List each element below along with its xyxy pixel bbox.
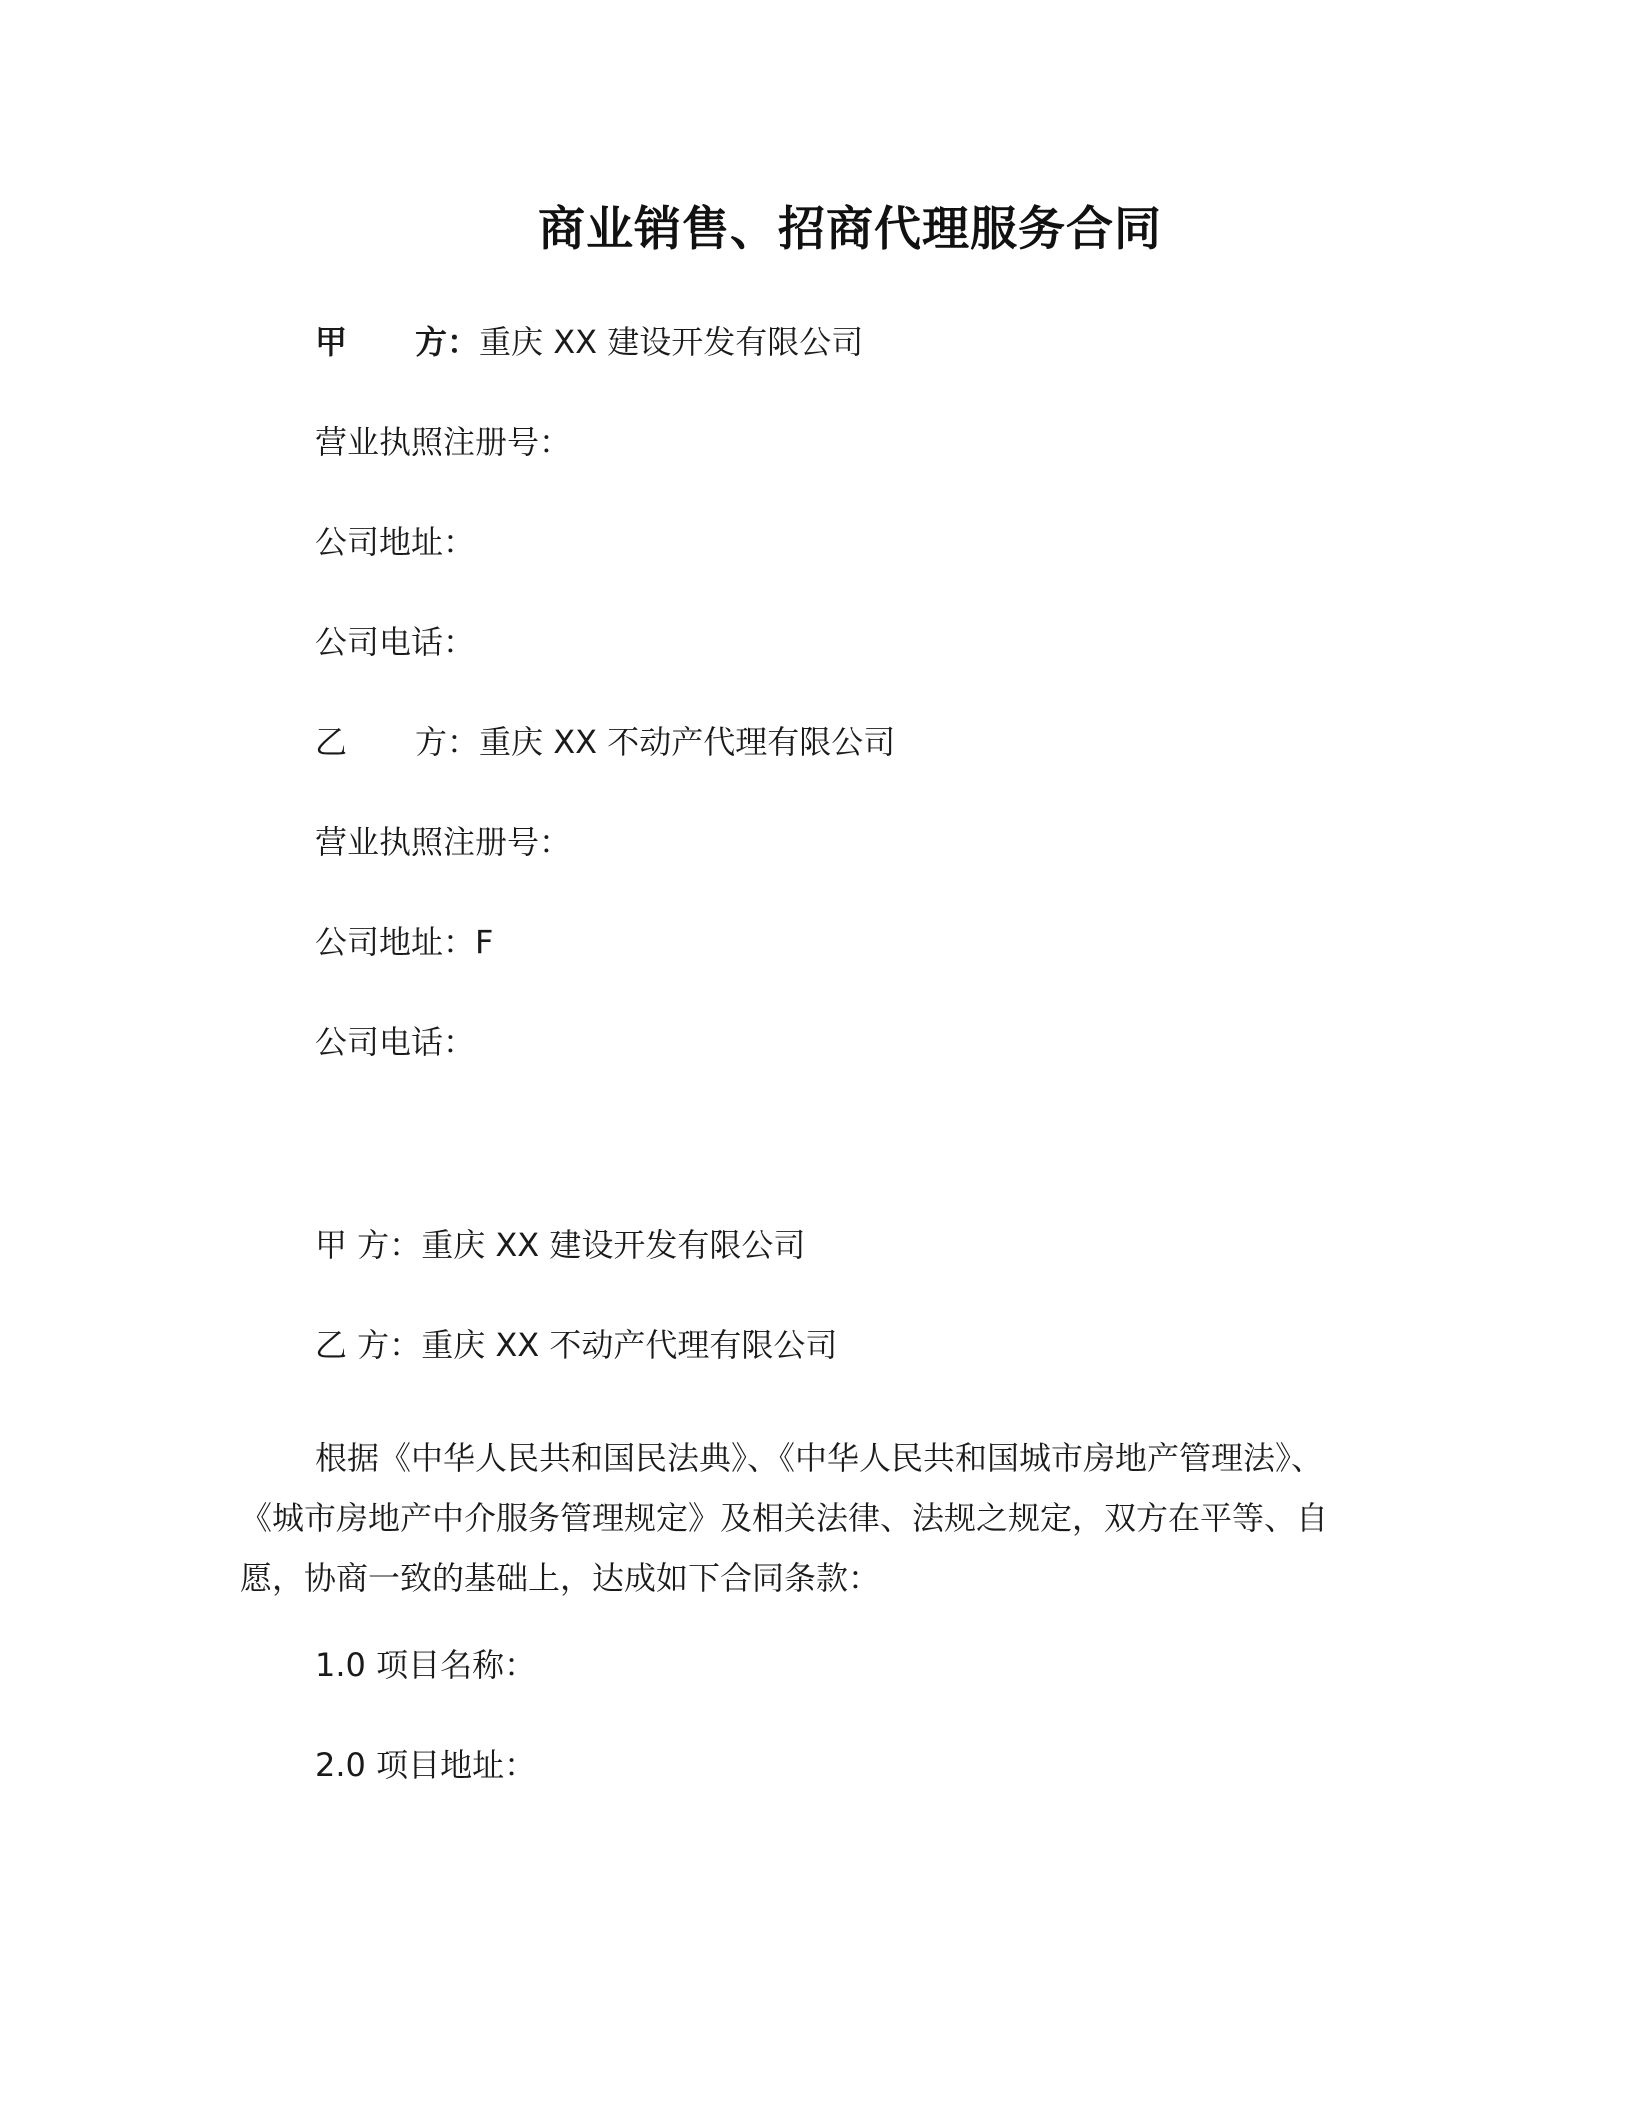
party-b-license-label: 营业执照注册号： [315, 823, 572, 861]
preamble-paragraph: 根据《中华人民共和国民法典》、《中华人民共和国城市房地产管理法》、《城市房地产中介服务管理规定》及相关法律、法规之规定，双方在平等、自愿，协商一致的基础上，达成如下合同条款： [240, 1439, 1329, 1597]
summary-party-b [315, 1325, 837, 1365]
party-a-address-label: 公司地址： [315, 523, 476, 561]
party-a-license-label: 营业执照注册号： [315, 423, 572, 461]
clause-item: 2.0 项目地址： [315, 1746, 537, 1784]
party-b-label-char2: 方： [415, 723, 480, 761]
party-a-label-char1: 甲 [315, 323, 348, 361]
summary-b-name: 重庆 XX 不动产代理有限公司 [421, 1326, 838, 1364]
party-a-phone-label: 公司电话： [315, 623, 476, 661]
clause-item: 1.0 项目名称： [315, 1646, 537, 1684]
party-a-label-char2: 方： [415, 323, 480, 361]
summary-b-label: 乙 方： [315, 1326, 422, 1364]
summary-a-label: 甲 方： [315, 1226, 422, 1264]
party-a-line [315, 322, 863, 362]
party-b-label-char1: 乙 [315, 723, 348, 761]
party-b-line [315, 722, 895, 762]
party-b-name: 重庆 XX 不动产代理有限公司 [479, 723, 896, 761]
party-b-address-label: 公司地址：F [315, 923, 494, 961]
summary-a-name: 重庆 XX 建设开发有限公司 [421, 1226, 806, 1264]
summary-party-a [315, 1225, 805, 1265]
contract-title: 商业销售、招商代理服务合同 [538, 202, 1162, 257]
party-b-phone-label: 公司电话： [315, 1023, 476, 1061]
party-a-name: 重庆 XX 建设开发有限公司 [479, 323, 864, 361]
